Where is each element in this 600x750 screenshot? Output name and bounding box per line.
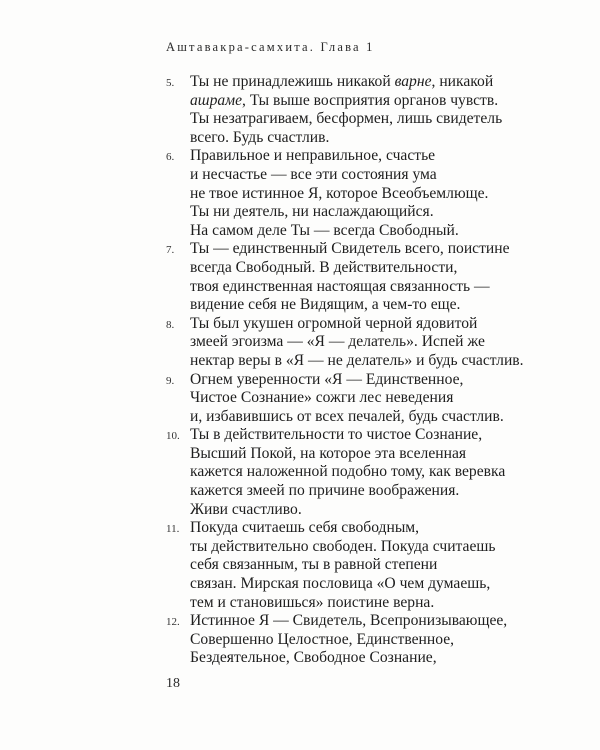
verse-line [190, 556, 546, 575]
text-segment: всего. Будь счастлив. [190, 128, 330, 146]
text-segment: и несчастье — все эти состояния ума [190, 165, 437, 183]
verse-list [166, 73, 546, 668]
verse-line [190, 352, 546, 371]
verse-line [190, 203, 546, 222]
verse [166, 240, 546, 314]
verse [166, 519, 546, 612]
verse [166, 315, 546, 371]
text-segment: На самом деле Ты — всегда Свободный. [190, 221, 459, 239]
text-segment: не твое истинное Я, которое Всеобъемлюще. [190, 184, 489, 202]
verse-number: 9. [166, 374, 175, 387]
verse-number: 6. [166, 151, 175, 164]
verse-number: 10. [166, 430, 180, 443]
text-segment: Совершенно Целостное, Единственное, [190, 630, 455, 648]
verse-line [190, 575, 546, 594]
text-segment: Истинное Я — Свидетель, Всепронизывающее, [190, 612, 508, 630]
verse [166, 147, 546, 240]
text-segment: нектар веры в «Я — не делатель» и будь счастлив. [190, 351, 524, 369]
verse [166, 73, 546, 147]
verse-line [190, 612, 546, 631]
text-segment: тем и становишься» поистине верна. [190, 593, 435, 611]
text-segment: Правильное и неправильное, счастье [190, 147, 436, 165]
verse-line [190, 408, 546, 427]
verse-number: 12. [166, 616, 180, 629]
verse-line [190, 110, 546, 129]
text-segment: , Ты выше восприятия органов чувств. [242, 91, 499, 109]
text-segment: Ты в действительности то чистое Сознание, [190, 426, 483, 444]
verse-line [190, 501, 546, 520]
text-segment: Бездеятельное, Свободное Сознание, [190, 649, 437, 667]
verse-line [190, 445, 546, 464]
text-segment: кажется змеей по причине воображения. [190, 482, 460, 500]
text-segment: Ты незатрагиваем, бесформен, лишь свидетель [190, 110, 503, 128]
verse-line [190, 482, 546, 501]
text-segment: Покуда считаешь себя свободным, [190, 519, 420, 537]
verse-line [190, 594, 546, 613]
page-number: 18 [166, 676, 180, 691]
verse-line [190, 519, 546, 538]
text-segment: ты действительно свободен. Покуда считаешь [190, 537, 496, 555]
text-segment: видение себя не Видящим, а чем-то еще. [190, 296, 461, 314]
verse-line [190, 278, 546, 297]
verse-line [190, 371, 546, 390]
verse-line [190, 538, 546, 557]
text-segment: Высший Покой, на которое эта вселенная [190, 444, 467, 462]
verse-line [190, 463, 546, 482]
text-segment: Живи счастливо. [190, 500, 302, 518]
verse-number: 11. [166, 523, 180, 536]
text-segment: себя связанным, ты в равной степени [190, 556, 438, 574]
verse-line [190, 259, 546, 278]
verse-line [190, 426, 546, 445]
text-segment: Ты не принадлежишь никакой [190, 73, 395, 90]
running-head: Аштавакра-самхита. Глава 1 [166, 40, 375, 54]
text-segment: твоя единственная настоящая связанность — [190, 277, 490, 295]
italic-term: варне [394, 73, 432, 90]
text-segment: Ты был укушен огромной черной ядовитой [190, 314, 478, 332]
verse [166, 371, 546, 427]
text-segment: Огнем уверенности «Я — Единственное, [190, 370, 464, 388]
text-segment: змеей эгоизма — «Я — делатель». Испей же [190, 333, 485, 351]
verse-line [190, 315, 546, 334]
verse-number: 5. [166, 77, 175, 89]
text-segment: и, избавившись от всех печалей, будь счастлив. [190, 407, 504, 425]
italic-term: ашраме [190, 91, 243, 109]
verse-line [190, 147, 546, 166]
verse-number: 8. [166, 318, 175, 331]
text-segment: всегда Свободный. В действительности, [190, 258, 458, 276]
verse [166, 612, 546, 668]
verse-line [190, 333, 546, 352]
text-segment: связан. Мирская пословица «О чем думаешь, [190, 575, 491, 593]
verse-line [190, 166, 546, 185]
verse-line [190, 129, 546, 148]
verse-line [190, 92, 546, 111]
verse-line [190, 240, 546, 259]
verse-line [190, 222, 546, 241]
verse-line [190, 296, 546, 315]
text-segment: Ты ни деятель, ни наслаждающийся. [190, 203, 434, 221]
verse-line [190, 389, 546, 408]
verse-line [190, 73, 546, 92]
text-segment: , никакой [431, 73, 494, 90]
verse-line [190, 649, 546, 668]
text-segment: Ты — единственный Свидетель всего, поистине [190, 240, 510, 258]
verse-line [190, 631, 546, 650]
verse [166, 426, 546, 519]
text-segment: Чистое Сознание» сожги лес неведения [190, 389, 454, 407]
verse-number: 7. [166, 244, 175, 257]
text-segment: кажется наложенной подобно тому, как веревка [190, 463, 506, 481]
verse-line [190, 185, 546, 204]
